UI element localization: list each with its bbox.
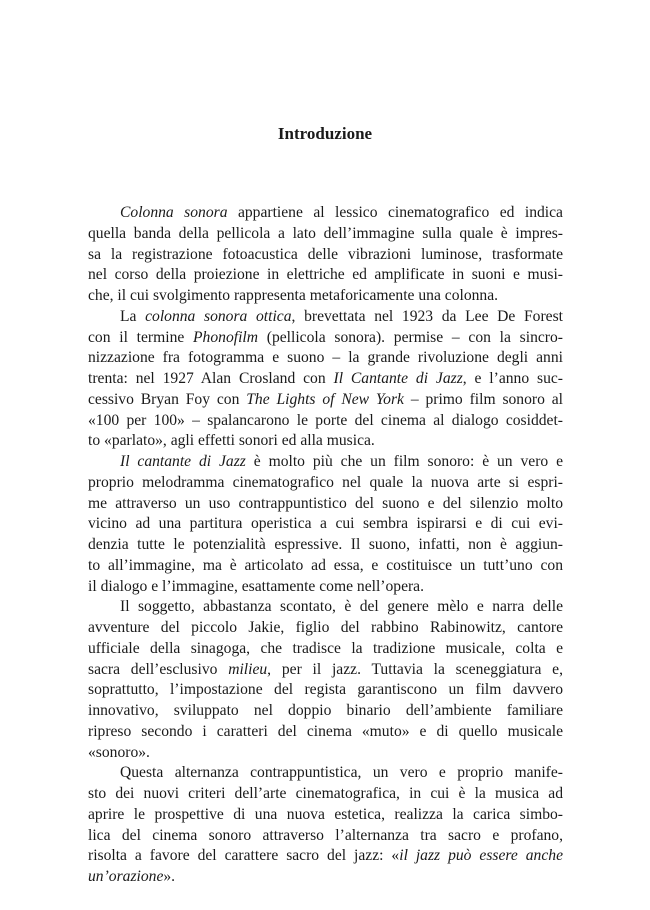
paragraph-2-line-4: trenta: nel 1927 Alan Crosland con Il Cantante di Jazz, e l’anno suc- — [88, 370, 563, 387]
paragraph-3-line-4: vicino ad una partitura operistica a cui sembra ispirarsi e di cui evi- — [88, 515, 563, 533]
paragraph-5-line-1: Questa alternanza contrappuntistica, un vero e proprio manife- — [120, 764, 563, 782]
paragraph-4-line-7: ripreso secondo i caratteri del cinema «muto» e di quello musicale — [88, 722, 563, 740]
page-title: Introduzione — [277, 124, 373, 143]
paragraph-4-line-3: ufficiale della sinagoga, che tradisce la tradizione musicale, colta e — [88, 639, 563, 657]
paragraph-3-line-2: proprio melodramma cinematografico nel quale la nuova arte si espri- — [88, 473, 563, 491]
paragraph-3-line-5: denzia tutte le potenzialità espressive. Il suono, infatti, non è aggiun- — [88, 536, 563, 553]
paragraph-5-line-6: un’orazione». — [88, 868, 176, 885]
paragraph-4-line-4: sacra dell’esclusivo milieu, per il jazz. Tuttavia la sceneggiatura e, — [88, 660, 563, 678]
paragraph-3-line-7: il dialogo e l’immagine, esattamente come nell’opera. — [88, 577, 425, 595]
body-text — [88, 203, 563, 888]
paragraph-1-line-5: che, il cui svolgimento rappresenta metaforicamente una colonna. — [88, 287, 499, 304]
paragraph-4-line-2: avventure del piccolo Jakie, figlio del rabbino Rabinowitz, cantore — [88, 619, 563, 636]
paragraph-2-line-5: cessivo Bryan Foy con The Lights of New York – primo film sonoro al — [88, 390, 564, 408]
paragraph-2-line-6: «100 per 100» – spalancarono le porte del cinema al dialogo cosiddet- — [88, 411, 563, 429]
paragraph-1-line-3: sa la registrazione fotoacustica delle vibrazioni luminose, trasformate — [88, 245, 563, 263]
paragraph-5-line-2: sto dei nuovi criteri dell’arte cinematografica, in cui è la musica ad — [88, 785, 563, 802]
paragraph-4-line-5: soprattutto, l’impostazione del regista garantiscono un film davvero — [88, 681, 563, 699]
paragraph-4-line-6: innovativo, sviluppato nel doppio binario dell’ambiente familiare — [88, 702, 563, 719]
italic-term: Colonna sonora — [120, 204, 228, 221]
paragraph-1-line-2: quella banda della pellicola a lato dell’immagine sulla quale è impres- — [88, 224, 563, 242]
paragraph-4-line-1: Il soggetto, abbastanza scontato, è del genere mèlo e narra delle — [120, 598, 563, 616]
paragraph-1-line-1: Colonna sonora appartiene al lessico cinematografico ed indica — [120, 204, 563, 221]
paragraph-2-line-3: nizzazione fra fotogramma e suono – la grande rivoluzione degli anni — [88, 349, 563, 367]
paragraph-3-line-3: me attraverso un uso contrappuntistico del suono e del silenzio molto — [88, 494, 563, 512]
paragraph-3-line-6: to all’immagine, ma è articolato ad essa, e costituisce un tutt’uno con — [88, 556, 563, 574]
paragraph-5-line-5: risolta a favore del carattere sacro del jazz: «il jazz può essere anche — [88, 847, 563, 865]
paragraph-5-line-4: lica del cinema sonoro attraverso l’alternanza tra sacro e profano, — [88, 826, 563, 844]
paragraph-2-line-2: con il termine Phonofilm (pellicola sonora). permise – con la sincro- — [88, 328, 563, 346]
paragraph-2-line-7: to «parlato», agli effetti sonori ed alla musica. — [88, 432, 375, 450]
paragraph-2-line-1: La colonna sonora ottica, brevettata nel 1923 da Lee De Forest — [120, 307, 563, 325]
paragraph-4-line-8: «sonoro». — [88, 743, 150, 761]
paragraph-5-line-3: aprire le prospettive di una nuova estetica, realizza la carica simbo- — [88, 805, 563, 823]
paragraph-1-line-4: nel corso della proiezione in elettriche ed amplificate in suoni e musi- — [88, 266, 563, 284]
paragraph-3-line-1: Il cantante di Jazz è molto più che un film sonoro: è un vero e — [120, 453, 564, 470]
